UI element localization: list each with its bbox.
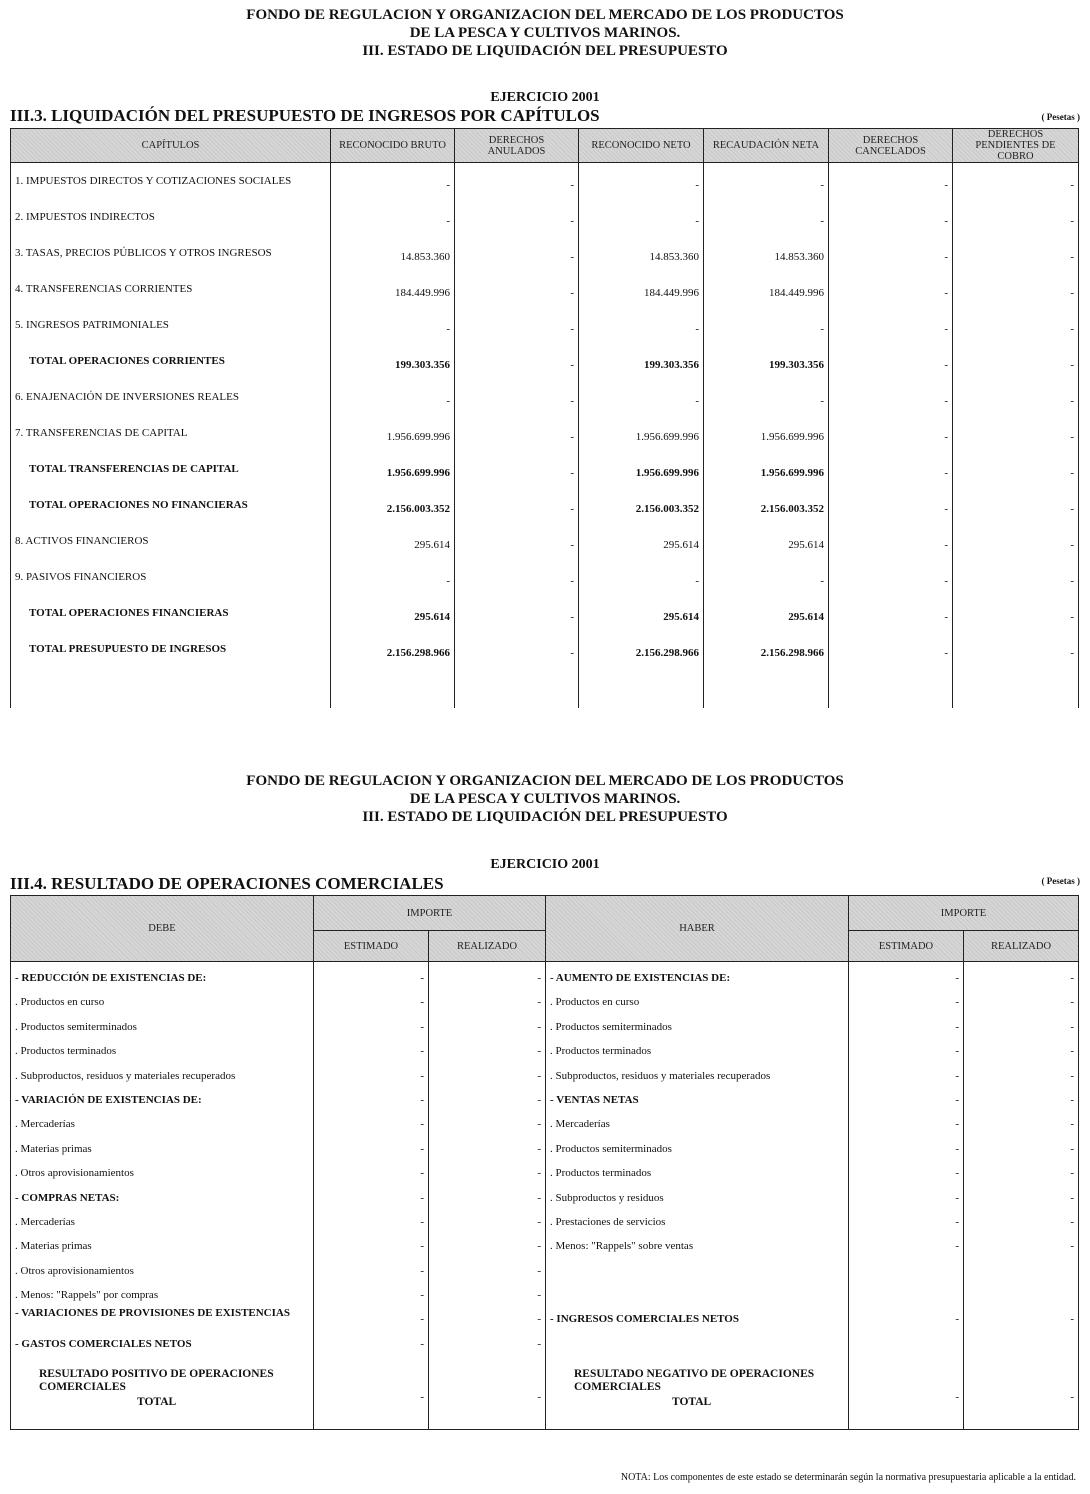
value-cell: 199.303.356 xyxy=(644,359,699,371)
value-cell: 14.853.360 xyxy=(400,251,450,263)
value-cell: - xyxy=(570,395,574,407)
estimado-value: - xyxy=(955,1215,959,1228)
item-label: . Materias primas xyxy=(15,1240,92,1253)
realizado-value: - xyxy=(1070,972,1074,984)
result-negative-est: - xyxy=(849,1364,964,1430)
col-header: CAPÍTULOS xyxy=(11,129,331,163)
value-cell: - xyxy=(1070,323,1074,335)
realizado-value xyxy=(968,1332,1074,1356)
chapter-label: TOTAL PRESUPUESTO DE INGRESOS xyxy=(29,643,227,655)
realizado-value: - xyxy=(537,1337,541,1350)
debe-estimado-col xyxy=(314,962,429,1365)
col-pendientes-cobro xyxy=(953,163,1079,709)
estimado-value: - xyxy=(955,1240,959,1253)
value-cell: - xyxy=(1070,215,1074,227)
value-cell: - xyxy=(695,179,699,191)
value-cell: - xyxy=(944,503,948,515)
chapter-label: TOTAL TRANSFERENCIAS DE CAPITAL xyxy=(29,463,239,475)
chapter-label: 7. TRANSFERENCIAS DE CAPITAL xyxy=(15,427,188,439)
value-cell: - xyxy=(944,359,948,371)
value-cell: - xyxy=(446,215,450,227)
item-label: . Mercaderías xyxy=(550,1118,610,1131)
estimado-value: - xyxy=(420,1167,424,1180)
haber-header: HABER xyxy=(546,896,849,962)
item-label: - VARIACIONES DE PROVISIONES DE EXISTENCIAS xyxy=(15,1307,290,1320)
estimado-value: - xyxy=(420,1020,424,1033)
estimado-value: - xyxy=(955,1020,959,1033)
result-positive-cell xyxy=(11,1364,314,1430)
item-label: - COMPRAS NETAS: xyxy=(15,1191,120,1204)
value-cell: - xyxy=(1070,179,1074,191)
chapter-label: TOTAL OPERACIONES FINANCIERAS xyxy=(29,607,229,619)
item-label: . Productos terminados xyxy=(15,1045,117,1058)
estimado-value: - xyxy=(420,1045,424,1058)
value-cell: 295.614 xyxy=(414,611,450,623)
realizado-value: - xyxy=(1070,1191,1074,1204)
value-cell: - xyxy=(1070,359,1074,371)
estimado-value: - xyxy=(420,1337,424,1350)
value-cell: - xyxy=(944,431,948,443)
item-label: - VENTAS NETAS xyxy=(550,1093,639,1106)
realizado-value: - xyxy=(1070,1069,1074,1082)
table-header-row xyxy=(11,129,1079,163)
value-cell: - xyxy=(446,575,450,587)
value-cell: 14.853.360 xyxy=(774,251,824,263)
realizado-value: - xyxy=(537,1191,541,1204)
value-cell: - xyxy=(570,503,574,515)
col-header: DERECHOS CANCELADOS xyxy=(829,129,953,163)
chapter-label: 2. IMPUESTOS INDIRECTOS xyxy=(15,211,155,223)
chapter-label: 5. INGRESOS PATRIMONIALES xyxy=(15,319,169,331)
estimado-value: - xyxy=(420,972,424,984)
col-recaudacion-neta xyxy=(704,163,829,709)
value-cell: - xyxy=(570,287,574,299)
value-cell: - xyxy=(1070,575,1074,587)
realizado-value: - xyxy=(1070,1142,1074,1155)
item-label: - REDUCCIÓN DE EXISTENCIAS DE: xyxy=(15,972,207,984)
value-cell: - xyxy=(570,251,574,263)
value-cell: 2.156.298.966 xyxy=(386,647,450,659)
value-cell: - xyxy=(820,575,824,587)
value-cell: - xyxy=(944,647,948,659)
item-label xyxy=(550,1332,844,1356)
chapter-label: 8. ACTIVOS FINANCIEROS xyxy=(15,535,149,547)
value-cell: 2.156.003.352 xyxy=(760,503,824,515)
estimado-value: - xyxy=(955,1191,959,1204)
estimado-value xyxy=(853,1283,959,1307)
value-cell: - xyxy=(944,323,948,335)
estimado-value: - xyxy=(955,1069,959,1082)
chapter-label: 3. TASAS, PRECIOS PÚBLICOS Y OTROS INGRESOS xyxy=(15,247,272,259)
table-header-row xyxy=(11,896,1079,931)
col-header: RECONOCIDO NETO xyxy=(579,129,704,163)
footnote: NOTA: Los componentes de este estado se determinarán según la normativa presupuestaria aplicable a la entidad. xyxy=(620,1472,1076,1483)
value-cell: - xyxy=(944,287,948,299)
realizado-value: - xyxy=(537,1069,541,1082)
estimado-value: - xyxy=(955,1045,959,1058)
item-label: . Mercaderías xyxy=(15,1118,75,1131)
estimado-value: - xyxy=(420,1093,424,1106)
estimado-value: - xyxy=(420,1191,424,1204)
col-derechos-cancelados xyxy=(829,163,953,709)
estimado-value: - xyxy=(420,1142,424,1155)
table-body xyxy=(11,962,1079,1365)
realizado-value: - xyxy=(537,1215,541,1228)
value-cell: - xyxy=(944,179,948,191)
estimado-value: - xyxy=(955,1118,959,1131)
item-label: . Subproductos, residuos y materiales recuperados xyxy=(15,1069,236,1082)
value-cell: - xyxy=(570,539,574,551)
value-cell: - xyxy=(820,395,824,407)
col-header: RECONOCIDO BRUTO xyxy=(331,129,455,163)
item-label: - INGRESOS COMERCIALES NETOS xyxy=(550,1313,739,1326)
value-cell: - xyxy=(1070,251,1074,263)
item-label: . Productos en curso xyxy=(15,996,105,1009)
realizado-header: REALIZADO xyxy=(964,931,1079,962)
estimado-value: - xyxy=(420,1264,424,1277)
realizado-value: - xyxy=(537,1264,541,1277)
section-title: III.3. LIQUIDACIÓN DEL PRESUPUESTO DE INGRESOS POR CAPÍTULOS xyxy=(10,106,600,125)
estimado-value: - xyxy=(955,1093,959,1106)
estimado-value: - xyxy=(420,1289,424,1302)
estimado-value: - xyxy=(420,1240,424,1253)
estimado-value: - xyxy=(420,1069,424,1082)
realizado-value xyxy=(968,1259,1074,1283)
estimado-value: - xyxy=(955,1313,959,1326)
realizado-value: - xyxy=(1070,1045,1074,1058)
value-cell: 184.449.996 xyxy=(769,287,824,299)
estimado-value: - xyxy=(420,1313,424,1326)
item-label: . Productos semiterminados xyxy=(550,1142,672,1155)
estimado-value: - xyxy=(420,996,424,1009)
realizado-value: - xyxy=(537,1167,541,1180)
item-label: . Otros aprovisionamientos xyxy=(15,1264,134,1277)
page1-header xyxy=(0,6,1090,60)
col-header: DERECHOS ANULADOS xyxy=(455,129,579,163)
value-cell: - xyxy=(944,611,948,623)
value-cell: 184.449.996 xyxy=(395,287,450,299)
importe-header: IMPORTE xyxy=(849,896,1079,931)
realizado-value: - xyxy=(537,1240,541,1253)
value-cell: - xyxy=(1070,539,1074,551)
item-label: . Productos semiterminados xyxy=(550,1020,672,1033)
item-label: . Productos en curso xyxy=(550,996,640,1009)
header-line: DE LA PESCA Y CULTIVOS MARINOS. xyxy=(409,791,681,807)
value-cell: - xyxy=(1070,287,1074,299)
value-cell: - xyxy=(820,323,824,335)
value-cell: 295.614 xyxy=(788,539,824,551)
value-cell: - xyxy=(944,215,948,227)
value-cell: - xyxy=(944,251,948,263)
haber-labels xyxy=(546,962,849,1365)
value-cell: - xyxy=(944,467,948,479)
debe-header: DEBE xyxy=(11,896,314,962)
estimado-value xyxy=(853,1332,959,1356)
result-negative-real: - xyxy=(964,1364,1079,1430)
value-cell: - xyxy=(570,359,574,371)
realizado-value: - xyxy=(1070,1313,1074,1326)
value-cell: 1.956.699.996 xyxy=(635,467,699,479)
value-cell: 199.303.356 xyxy=(769,359,824,371)
value-cell: - xyxy=(570,647,574,659)
value-cell: 295.614 xyxy=(663,539,699,551)
header-line: DE LA PESCA Y CULTIVOS MARINOS. xyxy=(409,25,681,41)
realizado-value: - xyxy=(537,1118,541,1131)
page2-header xyxy=(0,772,1090,826)
value-cell: 1.956.699.996 xyxy=(386,467,450,479)
value-cell: 199.303.356 xyxy=(395,359,450,371)
value-cell: - xyxy=(944,539,948,551)
total-label: TOTAL xyxy=(672,1396,712,1408)
realizado-value: - xyxy=(1070,1215,1074,1228)
chapter-label: 9. PASIVOS FINANCIEROS xyxy=(15,571,147,583)
result-row xyxy=(11,1364,1079,1430)
realizado-value: - xyxy=(1070,1167,1074,1180)
units-label: ( Pesetas ) xyxy=(1041,112,1080,122)
exercise-label: EJERCICIO 2001 xyxy=(490,90,600,105)
estimado-value: - xyxy=(420,1215,424,1228)
value-cell: 184.449.996 xyxy=(644,287,699,299)
haber-estimado-col xyxy=(849,962,964,1365)
value-cell: 1.956.699.996 xyxy=(760,467,824,479)
realizado-value: - xyxy=(1070,1240,1074,1253)
value-cell: 295.614 xyxy=(788,611,824,623)
importe-header: IMPORTE xyxy=(314,896,546,931)
value-cell: - xyxy=(820,179,824,191)
realizado-value: - xyxy=(1070,1020,1074,1033)
result-positive-real: - xyxy=(429,1364,546,1430)
result-negative-label: RESULTADO NEGATIVO DE OPERACIONES COMERCIALES xyxy=(574,1368,815,1393)
estimado-value: - xyxy=(955,972,959,984)
header-line: III. ESTADO DE LIQUIDACIÓN DEL PRESUPUESTO xyxy=(362,809,728,825)
item-label xyxy=(550,1283,844,1307)
value-cell: - xyxy=(1070,467,1074,479)
value-cell: - xyxy=(570,431,574,443)
realizado-value: - xyxy=(537,1313,541,1326)
value-cell: 295.614 xyxy=(414,539,450,551)
debe-labels xyxy=(11,962,314,1365)
value-cell: - xyxy=(446,395,450,407)
section-title: III.4. RESULTADO DE OPERACIONES COMERCIALES xyxy=(10,874,444,893)
total-label: TOTAL xyxy=(137,1396,177,1408)
value-cell: - xyxy=(446,323,450,335)
estimado-value: - xyxy=(955,1142,959,1155)
chapter-label: 4. TRANSFERENCIAS CORRIENTES xyxy=(15,283,193,295)
exercise-label: EJERCICIO 2001 xyxy=(490,857,600,872)
estimado-value xyxy=(853,1259,959,1283)
realizado-value: - xyxy=(537,996,541,1009)
value-cell: 2.156.003.352 xyxy=(635,503,699,515)
value-cell: - xyxy=(570,467,574,479)
value-cell: 14.853.360 xyxy=(649,251,699,263)
col-reconocido-bruto xyxy=(331,163,455,709)
value-cell: - xyxy=(570,179,574,191)
commercial-operations-table xyxy=(10,895,1079,1430)
value-cell: - xyxy=(695,575,699,587)
realizado-value: - xyxy=(537,1045,541,1058)
value-cell: 1.956.699.996 xyxy=(760,431,824,443)
result-negative-cell xyxy=(546,1364,849,1430)
haber-realizado-col xyxy=(964,962,1079,1365)
value-cell: 1.956.699.996 xyxy=(386,431,450,443)
value-cell: 1.956.699.996 xyxy=(635,431,699,443)
value-cell: - xyxy=(446,179,450,191)
item-label: . Materias primas xyxy=(15,1142,92,1155)
item-label: . Productos terminados xyxy=(550,1045,652,1058)
result-positive-label: RESULTADO POSITIVO DE OPERACIONES COMERCIALES xyxy=(39,1368,274,1393)
realizado-value: - xyxy=(537,1289,541,1302)
estimado-value: - xyxy=(420,1118,424,1131)
col-header: DERECHOS PENDIENTES DE COBRO xyxy=(953,129,1079,163)
realizado-value xyxy=(968,1283,1074,1307)
item-label: . Prestaciones de servicios xyxy=(550,1215,666,1228)
estimado-value: - xyxy=(955,996,959,1009)
item-label: . Subproductos, residuos y materiales recuperados xyxy=(550,1069,771,1082)
col-header: RECAUDACIÓN NETA xyxy=(704,129,829,163)
realizado-value: - xyxy=(1070,996,1074,1009)
value-cell: - xyxy=(695,395,699,407)
item-label: . Productos semiterminados xyxy=(15,1020,137,1033)
realizado-value: - xyxy=(537,1142,541,1155)
result-positive-est: - xyxy=(314,1364,429,1430)
estimado-value: - xyxy=(955,1167,959,1180)
header-line: FONDO DE REGULACION Y ORGANIZACION DEL MERCADO DE LOS PRODUCTOS xyxy=(246,773,844,789)
chapter-label: 6. ENAJENACIÓN DE INVERSIONES REALES xyxy=(15,391,239,403)
realizado-value: - xyxy=(1070,1118,1074,1131)
units-label: ( Pesetas ) xyxy=(1041,876,1080,886)
realizado-header: REALIZADO xyxy=(429,931,546,962)
value-cell: - xyxy=(1070,503,1074,515)
item-label: . Menos: "Rappels" sobre ventas xyxy=(550,1240,694,1253)
value-cell: - xyxy=(695,323,699,335)
chapter-label: 1. IMPUESTOS DIRECTOS Y COTIZACIONES SOCIALES xyxy=(15,175,292,187)
item-label: . Productos terminados xyxy=(550,1167,652,1180)
item-label: . Otros aprovisionamientos xyxy=(15,1167,134,1180)
value-cell: - xyxy=(1070,611,1074,623)
value-cell: - xyxy=(944,575,948,587)
realizado-value: - xyxy=(1070,1093,1074,1106)
col-derechos-anulados xyxy=(455,163,579,709)
estimado-header: ESTIMADO xyxy=(849,931,964,962)
value-cell: - xyxy=(1070,431,1074,443)
estimado-header: ESTIMADO xyxy=(314,931,429,962)
item-label: - GASTOS COMERCIALES NETOS xyxy=(15,1337,192,1350)
income-budget-table xyxy=(10,128,1079,708)
value-cell: 2.156.298.966 xyxy=(635,647,699,659)
chapter-label: TOTAL OPERACIONES NO FINANCIERAS xyxy=(29,499,248,511)
value-cell: - xyxy=(944,395,948,407)
item-label: . Mercaderías xyxy=(15,1215,75,1228)
header-line: FONDO DE REGULACION Y ORGANIZACION DEL MERCADO DE LOS PRODUCTOS xyxy=(246,7,844,23)
item-label: - AUMENTO DE EXISTENCIAS DE: xyxy=(550,972,731,984)
chapter-label: TOTAL OPERACIONES CORRIENTES xyxy=(29,355,225,367)
col-reconocido-neto xyxy=(579,163,704,709)
chapter-labels xyxy=(11,163,331,709)
value-cell: 2.156.298.966 xyxy=(760,647,824,659)
table-body xyxy=(11,163,1079,709)
realizado-value: - xyxy=(537,972,541,984)
header-line: III. ESTADO DE LIQUIDACIÓN DEL PRESUPUESTO xyxy=(362,43,728,59)
value-cell: - xyxy=(1070,395,1074,407)
value-cell: - xyxy=(570,215,574,227)
realizado-value: - xyxy=(537,1093,541,1106)
value-cell: - xyxy=(820,215,824,227)
value-cell: - xyxy=(695,215,699,227)
value-cell: 295.614 xyxy=(663,611,699,623)
item-label: . Subproductos y residuos xyxy=(550,1191,664,1204)
item-label: . Menos: "Rappels" por compras xyxy=(15,1289,159,1302)
value-cell: - xyxy=(570,323,574,335)
realizado-value: - xyxy=(537,1020,541,1033)
value-cell: - xyxy=(1070,647,1074,659)
value-cell: - xyxy=(570,575,574,587)
item-label: - VARIACIÓN DE EXISTENCIAS DE: xyxy=(15,1093,202,1106)
item-label xyxy=(550,1259,844,1283)
value-cell: - xyxy=(570,611,574,623)
value-cell: 2.156.003.352 xyxy=(386,503,450,515)
debe-realizado-col xyxy=(429,962,546,1365)
